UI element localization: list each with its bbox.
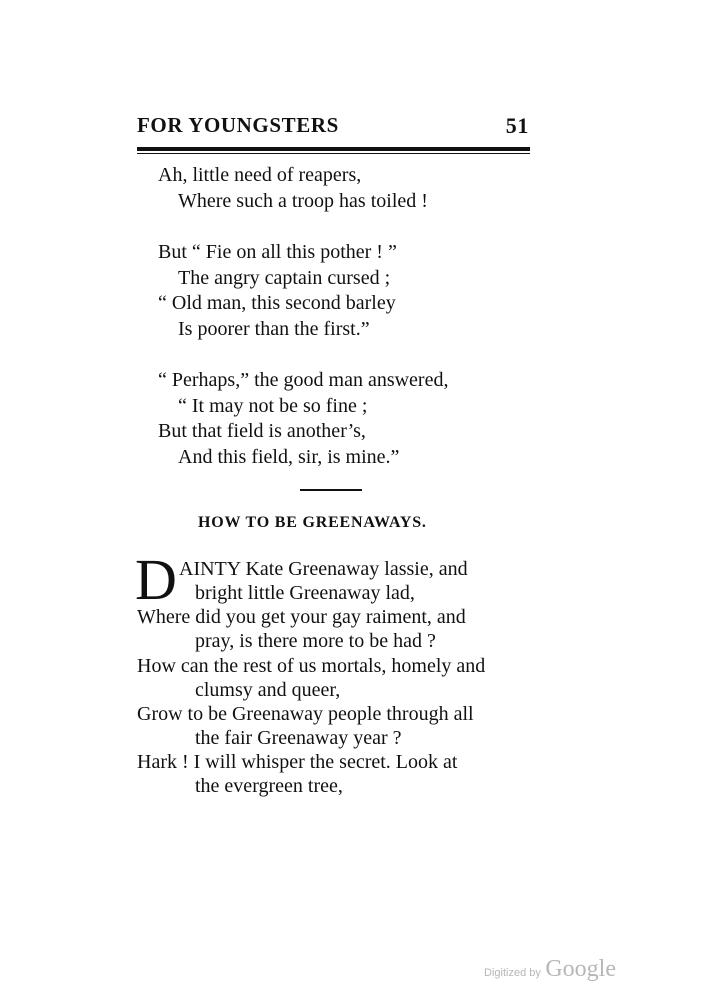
poem-line: “ It may not be so fine ; xyxy=(178,395,368,417)
poem-line: the evergreen tree, xyxy=(195,775,343,797)
poem-line: “ Perhaps,” the good man answered, xyxy=(158,369,449,391)
poem-line: Ah, little need of reapers, xyxy=(158,164,362,186)
poem-line: clumsy and queer, xyxy=(195,679,341,701)
section-divider xyxy=(300,489,362,491)
poem-line: And this field, sir, is mine.” xyxy=(178,446,400,468)
header-rule-thin xyxy=(137,153,530,154)
poem-line: Hark ! I will whisper the secret. Look at xyxy=(137,751,458,773)
poem-line: the fair Greenaway year ? xyxy=(195,727,402,749)
poem-line: “ Old man, this second barley xyxy=(158,292,396,314)
page-number: 51 xyxy=(505,113,529,138)
poem-line: How can the rest of us mortals, homely and xyxy=(137,655,486,677)
google-wordmark: Google xyxy=(545,956,616,982)
poem-line: bright little Greenaway lad, xyxy=(195,582,415,604)
drop-cap: D xyxy=(135,547,177,612)
header-title: FOR YOUNGSTERS xyxy=(137,113,339,137)
poem-line: Grow to be Greenaway people through all xyxy=(137,703,474,725)
header-rule-thick xyxy=(137,147,530,151)
digitized-watermark xyxy=(484,956,616,983)
poem-line: But “ Fie on all this pother ! ” xyxy=(158,241,397,263)
poem-line: The angry captain cursed ; xyxy=(178,267,391,289)
running-header xyxy=(137,113,537,138)
poem-line: Is poorer than the first.” xyxy=(178,318,370,340)
digitized-label: Digitized by xyxy=(484,967,541,979)
poem-line: pray, is there more to be had ? xyxy=(195,630,436,652)
section-title: HOW TO BE GREENAWAYS. xyxy=(198,514,427,531)
poem-line: But that field is another’s, xyxy=(158,420,366,442)
poem-line: Where such a troop has toiled ! xyxy=(178,190,428,212)
poem-line: AINTY Kate Greenaway lassie, and xyxy=(179,558,468,580)
poem-line: Where did you get your gay raiment, and xyxy=(137,606,466,628)
